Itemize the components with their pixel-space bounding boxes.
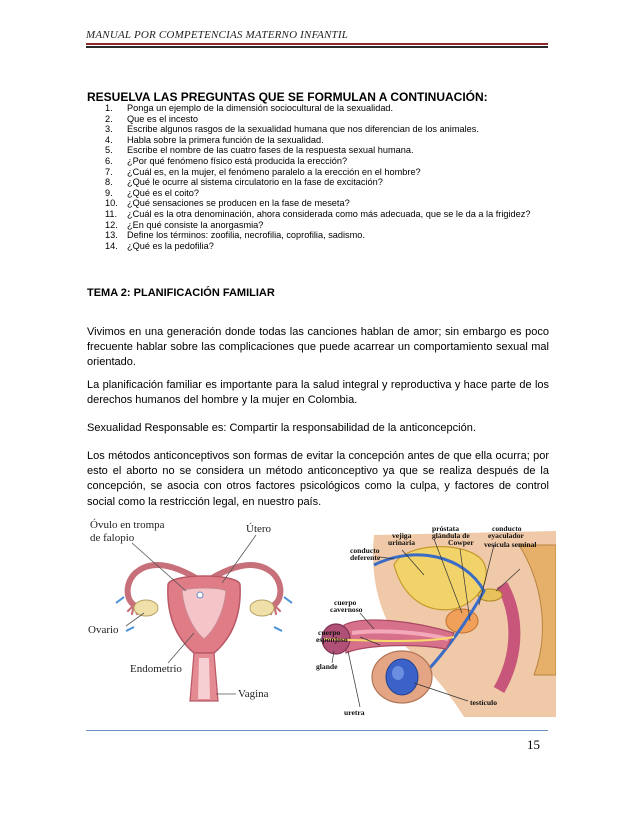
label-cuerpo-cav-2: cavernoso <box>330 605 363 614</box>
list-item <box>105 124 545 135</box>
item-number: 1. <box>105 103 113 113</box>
item-number: 5. <box>105 145 113 156</box>
list-item <box>105 135 545 146</box>
female-reproductive-illustration <box>86 513 322 713</box>
label-ovulo-2: de falopio <box>90 532 135 544</box>
questions-list <box>105 103 545 251</box>
page-number: 15 <box>527 737 540 752</box>
label-prostata: próstata <box>432 525 459 533</box>
label-conducto-def-2: deferente <box>350 553 381 562</box>
list-item <box>105 145 545 156</box>
label-cuerpo-esp-2: esponjoso <box>316 635 348 644</box>
item-number: 9. <box>105 187 113 198</box>
item-text: ¿Cuál es, en la mujer, el fenómeno paralelo a la erección en el hombre? <box>127 166 421 177</box>
item-text: Define los términos: zoofilia, necrofilia, coprofilia, sadismo. <box>127 230 365 241</box>
label-glandula-2: Cowper <box>448 538 474 547</box>
item-number: 13. <box>105 230 118 241</box>
item-number: 14. <box>105 240 118 251</box>
label-glande: glande <box>316 662 338 671</box>
item-text: ¿Qué es la pedofilia? <box>127 240 214 251</box>
item-number: 7. <box>105 166 113 177</box>
label-glandula-1: glándula de <box>432 531 470 540</box>
list-item <box>105 103 545 114</box>
item-text: ¿En qué consiste la anorgasmia? <box>127 219 264 230</box>
list-item <box>105 220 545 231</box>
header-title: MANUAL POR COMPETENCIAS MATERNO INFANTIL <box>86 29 349 41</box>
label-vesicula: vesícula seminal <box>484 540 537 549</box>
label-vejiga-1: vejiga <box>392 531 412 540</box>
item-text: Escribe algunos rasgos de la sexualidad humana que nos diferencian de los animales. <box>127 124 479 135</box>
item-number: 11. <box>105 208 118 219</box>
item-text: Ponga un ejemplo de la dimensión sociocultural de la sexualidad. <box>127 103 394 113</box>
paragraph: Vivimos en una generación donde todas las canciones hablan de amor; sin embargo es poco frecuente hablar sobre las complicaciones que puede acarrear un comportamiento sexual mal orientado. <box>87 326 549 369</box>
paragraph: Los métodos anticonceptivos son formas de evitar la concepción antes de que ella ocurra; por esto el aborto no se considera un método anticonceptivo ya que se realiza después de la concepción, se asocia con otros factores psicológicos como la culpa, y factores de control social como la restricción legal, en nuestro país. <box>87 450 549 508</box>
label-endometrio: Endometrio <box>130 663 182 675</box>
questions-title: RESUELVA LAS PREGUNTAS QUE SE FORMULAN A CONTINUACIÓN: <box>87 90 488 104</box>
paragraph: Sexualidad Responsable es: Compartir la responsabilidad de la anticoncepción. <box>87 422 476 434</box>
list-item <box>105 156 545 167</box>
item-text: Habla sobre la primera función de la sexualidad. <box>127 134 324 145</box>
item-text: ¿Por qué fenómeno físico está producida la erección? <box>127 155 348 166</box>
item-text: ¿Cuál es la otra denominación, ahora considerada como más adecuada, que se le da a la frigidez? <box>127 208 531 219</box>
label-cuerpo-esp-1: cuerpo <box>318 628 341 637</box>
label-uretra: uretra <box>344 708 365 717</box>
label-ovario: Ovario <box>88 624 119 636</box>
item-number: 10. <box>105 198 118 209</box>
footer-rule <box>86 730 548 731</box>
item-text: ¿Qué le ocurre al sistema circulatorio en la fase de excitación? <box>127 177 383 188</box>
label-cuerpo-cav-1: cuerpo <box>334 598 357 607</box>
label-conducto-def-1: conducto <box>350 546 380 555</box>
label-utero: Útero <box>246 523 272 535</box>
item-number: 12. <box>105 219 118 230</box>
list-item <box>105 230 545 241</box>
list-item <box>105 209 545 220</box>
header-rule-shadow <box>86 46 548 48</box>
list-item <box>105 177 545 188</box>
label-vagina: Vagina <box>238 688 269 700</box>
label-conducto-ey-2: eyaculador <box>488 531 524 540</box>
label-conducto-ey-1: conducto <box>492 525 522 533</box>
list-item <box>105 188 545 199</box>
list-item <box>105 167 545 178</box>
male-reproductive-illustration <box>314 525 556 717</box>
item-text: ¿Qué sensaciones se producen en la fase de meseta? <box>127 198 350 209</box>
item-number: 6. <box>105 155 113 166</box>
item-number: 2. <box>105 113 113 124</box>
list-item <box>105 241 545 252</box>
header-rule <box>86 43 548 45</box>
paragraph: La planificación familiar es importante para la salud integral y reproductiva y hace parte de los derechos humanos del hombre y la mujer en Colombia. <box>87 379 549 407</box>
item-text: Que es el incesto <box>127 113 198 124</box>
item-text: Escribe el nombre de las cuatro fases de la respuesta sexual humana. <box>127 145 414 156</box>
item-text: ¿Qué es el coito? <box>127 187 200 198</box>
label-vejiga-2: urinaria <box>388 538 416 547</box>
list-item <box>105 114 545 125</box>
item-number: 4. <box>105 134 113 145</box>
label-ovulo-1: Óvulo en trompa <box>90 519 165 531</box>
section-title: TEMA 2: PLANIFICACIÓN FAMILIAR <box>87 287 275 299</box>
item-number: 8. <box>105 177 113 188</box>
list-item <box>105 198 545 209</box>
item-number: 3. <box>105 124 113 135</box>
label-testiculo: testículo <box>470 698 497 707</box>
